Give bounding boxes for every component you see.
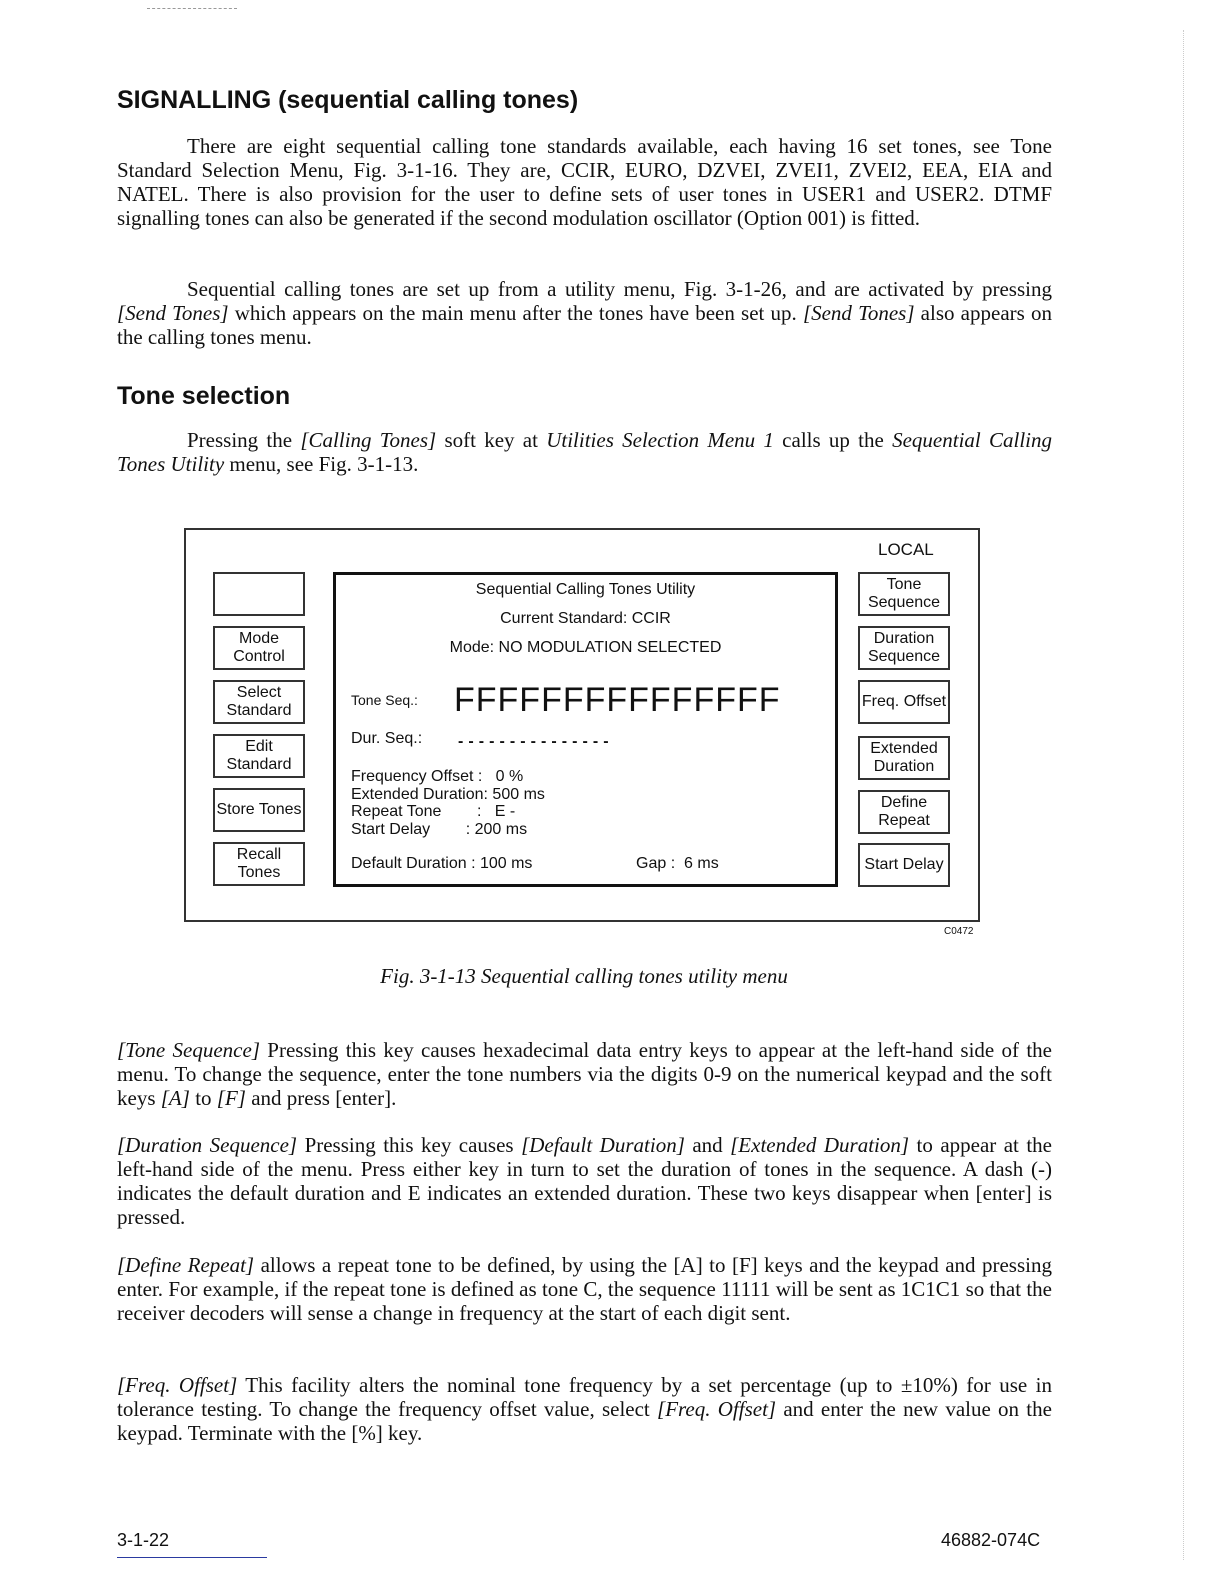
soft-key-duration-sequence[interactable]: Duration Sequence [858, 626, 950, 670]
define-repeat-paragraph: [Define Repeat] allows a repeat tone to be defined, by using the [A] to [F] keys and the keypad and pressing enter. For example, if the repeat tone is defined as tone C, the sequence 11111 will be sent as 1C1C1 so that the receiver decoders will sense a change in frequency at the start of each digit sent. [117, 1253, 1052, 1325]
soft-key-freq-offset[interactable]: Freq. Offset [858, 680, 950, 724]
tone-sequence-paragraph: [Tone Sequence] Pressing this key causes hexadecimal data entry keys to appear at the left-hand side of the menu. To change the sequence, enter the tone numbers via the digits 0-9 on the numerical keypad and the soft keys [A] to [F] and press [enter]. [117, 1038, 1052, 1110]
footer-rule [117, 1557, 267, 1558]
soft-key-select-standard[interactable]: Select Standard [213, 680, 305, 724]
gap-line: Gap : 6 ms [636, 855, 719, 872]
soft-key-edit-standard[interactable]: Edit Standard [213, 734, 305, 778]
soft-key-store-tones[interactable]: Store Tones [213, 788, 305, 832]
soft-key-recall-tones[interactable]: Recall Tones [213, 842, 305, 886]
start-delay-line: Start Delay : 200 ms [351, 821, 528, 838]
tone-seq-value: FFFFFFFFFFFFFFF [454, 681, 781, 719]
soft-key-extended-duration[interactable]: Extended Duration [858, 736, 950, 780]
dur-seq-label: Dur. Seq.: [351, 730, 423, 747]
figure-code: C0472 [944, 926, 974, 937]
soft-key-blank[interactable] [213, 572, 305, 616]
soft-key-start-delay[interactable]: Start Delay [858, 843, 950, 887]
repeat-tone-line: Repeat Tone : E - [351, 803, 516, 820]
scan-artifact [147, 8, 237, 9]
ext-duration-line: Extended Duration: 500 ms [351, 786, 545, 803]
section-heading: SIGNALLING (sequential calling tones) [117, 86, 579, 114]
freq-offset-paragraph: [Freq. Offset] This facility alters the nominal tone frequency by a set percentage (up to ±10%) for use in tolerance testing. To change the frequency offset value, select [Freq. Offset] and enter the new value on the keypad. Terminate with the [%] key. [117, 1373, 1052, 1445]
freq-offset-line: Frequency Offset : 0 % [351, 768, 524, 785]
duration-sequence-paragraph: [Duration Sequence] Pressing this key causes [Default Duration] and [Extended Duration] to appear at the left-hand side of the menu. Press either key in turn to set the duration of tones in the sequence. A dash (-) indicates the default duration and E indicates an extended duration. These two keys disappear when [enter] is pressed. [117, 1133, 1053, 1229]
scan-edge [1183, 30, 1184, 1560]
soft-key-define-repeat[interactable]: Define Repeat [858, 790, 950, 834]
document-number: 46882-074C [941, 1530, 1041, 1550]
tone-selection-paragraph: Pressing the [Calling Tones] soft key at Utilities Selection Menu 1 calls up the Sequential Calling Tones Utility menu, see Fig. 3-1-13. [117, 428, 1053, 476]
intro-paragraph: There are eight sequential calling tone standards available, each having 16 set tones, see Tone Standard Selection Menu, Fig. 3-1-16. They are, CCIR, EURO, DZVEI, ZVEI1, ZVEI2, EEA, EIA and NATEL. There is also provision for the user to define sets of user tones in USER1 and USER2. DTMF signalling tones can also be generated if the second modulation oscillator (Option 001) is fitted. [117, 134, 1052, 230]
default-duration-line: Default Duration : 100 ms [351, 855, 533, 872]
dur-seq-value: - - - - - - - - - - - - - - - [458, 733, 609, 750]
subsection-heading: Tone selection [117, 382, 291, 410]
screen-title: Sequential Calling Tones Utility [475, 581, 696, 598]
local-indicator: LOCAL [878, 540, 934, 559]
soft-key-mode-control[interactable]: Mode Control [213, 626, 305, 670]
current-standard: Current Standard: CCIR [500, 610, 671, 627]
tone-seq-label: Tone Seq.: [351, 692, 418, 708]
display-screen [333, 572, 838, 887]
setup-paragraph: Sequential calling tones are set up from a utility menu, Fig. 3-1-26, and are activated by pressing [Send Tones] which appears on the main menu after the tones have been set up. [Send Tones] also appears on the calling tones menu. [117, 277, 1052, 349]
page-number: 3-1-22 [117, 1530, 170, 1550]
soft-key-tone-sequence[interactable]: Tone Sequence [858, 572, 950, 616]
mode-line: Mode: NO MODULATION SELECTED [449, 639, 722, 656]
figure-caption: Fig. 3-1-13 Sequential calling tones utility menu [380, 964, 788, 988]
